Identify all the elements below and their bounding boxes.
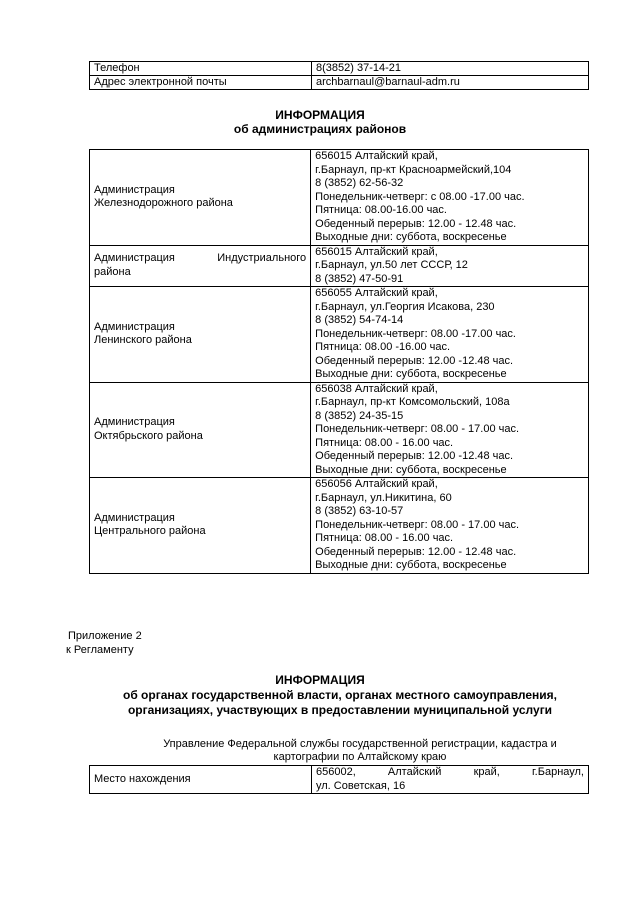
info-line: Выходные дни: суббота, воскресенье [315,368,507,380]
orgs-heading-title: ИНФОРМАЦИЯ [275,673,365,687]
table-row [90,766,589,794]
district-info-cell [311,245,589,287]
email-value: archbarnaul@barnaul-adm.ru [312,76,589,90]
info-line: Выходные дни: суббота, воскресенье [315,231,507,243]
contact-table [89,61,589,90]
info-line: Пятница: 08.00-16.00 час. [315,204,447,216]
info-line: г.Барнаул, пр-кт Красноармейский,104 [315,163,512,176]
district-name-line: Центрального района [94,525,206,538]
info-line: Выходные дни: суббота, воскресенье [315,463,507,476]
info-line: г.Барнаул, ул.Георгия Исакова, 230 [315,300,495,313]
table-row [90,382,589,478]
location-value [312,766,589,794]
info-line: 8 (3852) 47-50-91 [315,272,404,285]
info-line: Обеденный перерыв: 12.00 -12.48 час. [315,354,514,367]
table-row [90,478,589,574]
info-line: 8 (3852) 54-74-14 [315,314,404,326]
info-line: Понедельник-четверг: с 08.00 -17.00 час. [315,190,525,203]
info-line: Выходные дни: суббота, воскресенье [315,559,507,571]
heading-line: организациях, участвующих в предоставлении муниципальной услуги [127,702,553,717]
info-line: г.Барнаул, пр-кт Комсомольский, 108а [315,396,510,408]
table-row [90,76,589,90]
district-info-cell [311,150,589,246]
info-line: 8 (3852) 63-10-57 [315,505,404,517]
appendix-line: к Регламенту [66,643,134,656]
info-line: 656056 Алтайский край, [315,478,438,490]
district-name-cell [90,245,311,287]
info-line: 656038 Алтайский край, [315,382,438,395]
appendix-note [66,630,142,657]
info-line: 656055 Алтайский край, [315,287,438,299]
district-name-line: Ленинского района [94,334,192,347]
district-name-line: Администрация [94,183,175,196]
appendix-line: Приложение 2 [68,630,142,642]
heading-line: ИНФОРМАЦИЯ [275,108,365,122]
location-line: ул. Советская, 16 [316,779,406,792]
district-name-cell [90,478,311,574]
table-row [90,287,589,383]
location-label: Место нахождения [90,766,312,794]
district-name-line: района [94,265,131,278]
info-line: Пятница: 08.00 -16.00 час. [315,341,451,353]
heading-line: об администрациях районов [233,122,407,136]
district-name-line: Железнодорожного района [94,197,233,210]
info-line: Пятница: 08.00 - 16.00 час. [315,532,454,544]
orgs-heading-subtitle [70,688,610,717]
info-line: г.Барнаул, ул.Никитина, 60 [315,491,452,504]
district-info-cell [311,478,589,574]
districts-table [89,149,589,574]
info-line: Понедельник-четверг: 08.00 - 17.00 час. [315,518,520,531]
district-name-line: Администрация [94,511,175,524]
info-line: 656015 Алтайский край, [315,150,438,162]
info-line: 8 (3852) 24-35-15 [315,409,404,422]
district-name-line: Администрация [94,416,175,429]
info-line: Обеденный перерыв: 12.00 -12.48 час. [315,450,514,462]
info-line: Обеденный перерыв: 12.00 - 12.48 час. [315,217,517,230]
location-table [89,765,589,794]
district-name-line: Администрация Индустриального [94,252,307,265]
info-line: Понедельник-четверг: 08.00 - 17.00 час. [315,423,520,435]
district-name-line: Администрация [94,320,175,333]
info-line: Пятница: 08.00 - 16.00 час. [315,436,454,449]
table-row [90,150,589,246]
info-line: 656015 Алтайский край, [315,245,438,258]
info-line: 8 (3852) 62-56-32 [315,177,404,189]
district-name-line: Октябрьского района [94,429,203,442]
district-name-cell [90,150,311,246]
phone-value: 8(3852) 37-14-21 [312,62,589,76]
location-line: 656002, Алтайский край, г.Барнаул, [316,766,584,778]
table-row [90,245,589,287]
info-line: Понедельник-четверг: 08.00 -17.00 час. [315,327,516,340]
agency-line: Управление Федеральной службы государственной регистрации, кадастра и [163,738,557,750]
districts-heading [0,108,640,136]
info-line: Обеденный перерыв: 12.00 - 12.48 час. [315,545,517,558]
phone-label: Телефон [90,62,312,76]
district-info-cell [311,382,589,478]
heading-line: об органах государственной власти, органах местного самоуправления, [122,688,558,702]
table-row [90,62,589,76]
district-name-cell [90,287,311,383]
agency-line: картографии по Алтайскому краю [273,750,447,763]
email-label: Адрес электронной почты [90,76,312,90]
district-name-cell [90,382,311,478]
info-line: г.Барнаул, ул.50 лет СССР, 12 [315,259,468,271]
district-info-cell [311,287,589,383]
agency-name [125,738,595,763]
